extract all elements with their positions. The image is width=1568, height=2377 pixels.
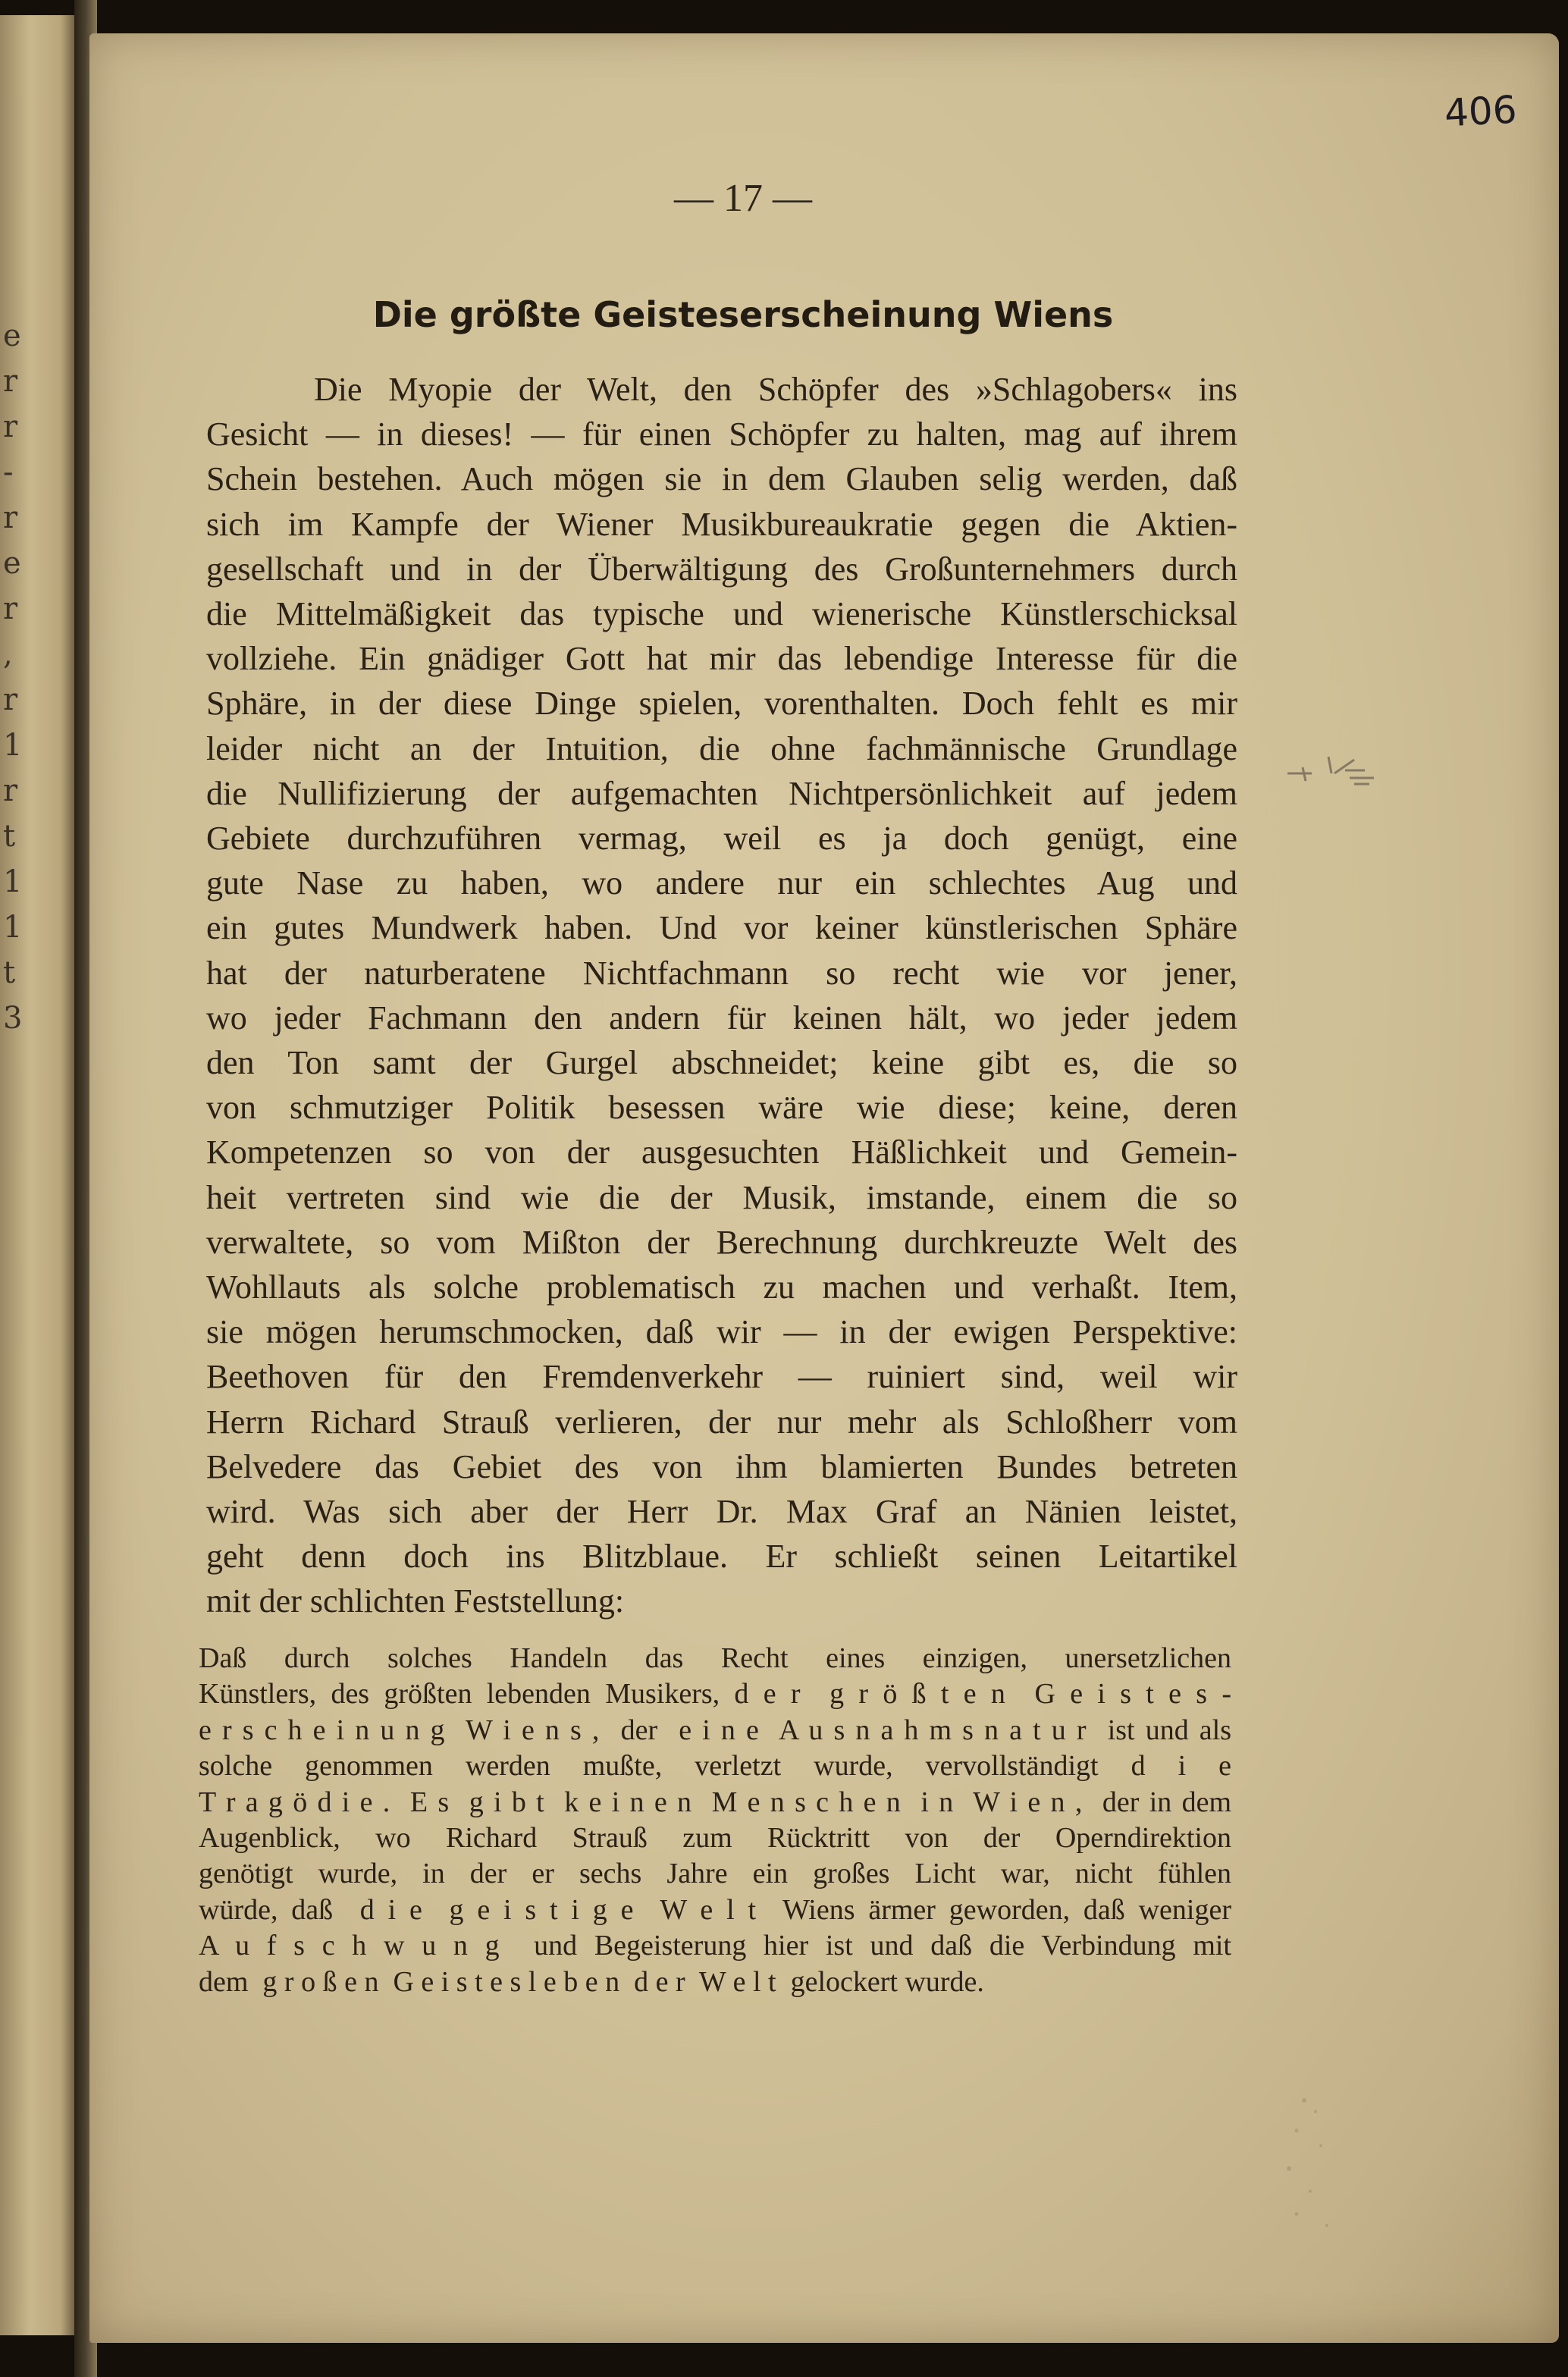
quote-line: Daß durch solches Handeln das Recht eines einzigen, unersetzlichen	[199, 1642, 1231, 1674]
quote-line: genötigt wurde, in der er sechs Jahre ein großes Licht war, nicht fühlen	[199, 1858, 1231, 1890]
archive-handwritten-number: 406	[1443, 87, 1518, 136]
left-page-fragment: ,	[3, 637, 13, 672]
left-page-fragment: 1	[3, 728, 23, 763]
body-line: ein gutes Mundwerk haben. Und vor keiner künstlerischen Sphäre	[206, 909, 1237, 947]
body-line: mit der schlichten Feststellung:	[206, 1582, 625, 1620]
quote-line: würde, daß d i e g e i s t i g e W e l t Wiens ärmer geworden, daß weniger	[199, 1893, 1231, 1926]
body-line: verwaltete, so vom Mißton der Berechnung durchkreuzte Welt des	[206, 1223, 1237, 1261]
left-page-fragment: 1	[3, 910, 23, 945]
quote-line: solche genommen werden mußte, verletzt wurde, vervollständigt d i e	[199, 1750, 1231, 1783]
quote-line: dem g r o ß e n G e i s t e s l e b e n d e r W e l t gelockert wurde.	[199, 1965, 984, 1998]
left-page-fragment: e	[3, 318, 21, 353]
left-page-fragment: t	[3, 819, 16, 854]
body-line: Schein bestehen. Auch mögen sie in dem Glauben selig werden, daß	[206, 460, 1237, 498]
body-line: Beethoven für den Fremdenverkehr — ruiniert sind, weil wir	[206, 1358, 1237, 1396]
body-line: sie mögen herumschmocken, daß wir — in der ewigen Perspektive:	[206, 1313, 1237, 1351]
body-line: Wohllauts als solche problematisch zu machen und verhaßt. Item,	[206, 1268, 1237, 1306]
quote-line: T r a g ö d i e . E s g i b t k e i n e n M e n s c h e n i n W i e n , der in dem	[199, 1786, 1231, 1818]
left-page-fragment: e	[3, 546, 21, 581]
quoted-passage	[199, 1641, 1231, 2000]
body-line: den Ton samt der Gurgel abschneidet; keine gibt es, die so	[206, 1044, 1237, 1082]
body-line: vollziehe. Ein gnädiger Gott hat mir das lebendige Interesse für die	[206, 640, 1237, 678]
margin-pencil-mark-icon	[1281, 751, 1380, 796]
left-page-fragment: 1	[3, 864, 23, 899]
left-page-fragment: -	[3, 455, 14, 490]
body-line: sich im Kampfe der Wiener Musikbureaukratie gegen die Aktien-	[206, 505, 1237, 543]
left-page-fragment: r	[3, 591, 18, 626]
body-line: wo jeder Fachmann den andern für keinen hält, wo jeder jedem	[206, 999, 1237, 1036]
body-line: Sphäre, in der diese Dinge spielen, vorenthalten. Doch fehlt es mir	[206, 685, 1237, 723]
left-page-fragment: 3	[3, 1001, 23, 1036]
quote-line: e r s c h e i n u n g W i e n s , der e i n e A u s n a h m s n a t u r ist und als	[199, 1714, 1231, 1746]
body-line: Gebiete durchzuführen vermag, weil es ja doch genügt, eine	[206, 820, 1237, 858]
quote-line: Künstlers, des größten lebenden Musikers, d e r g r ö ß t e n G e i s t e s -	[199, 1678, 1231, 1711]
body-line: leider nicht an der Intuition, die ohne fachmännische Grundlage	[206, 729, 1237, 767]
body-line: die Mittelmäßigkeit das typische und wienerische Künstlerschicksal	[206, 595, 1237, 633]
left-page-fragment: r	[3, 364, 18, 399]
body-line: Belvedere das Gebiet des von ihm blamierten Bundes betreten	[206, 1447, 1237, 1485]
body-line: Kompetenzen so von der ausgesuchten Häßlichkeit und Gemein-	[206, 1134, 1237, 1171]
body-text	[206, 367, 1237, 1624]
body-line: gesellschaft und in der Überwältigung des Großunternehmers durch	[206, 550, 1237, 588]
left-page-text-fragments	[0, 15, 76, 2335]
body-line: Gesicht — in dieses! — für einen Schöpfer zu halten, mag auf ihrem	[206, 416, 1237, 453]
left-page-fragment: r	[3, 773, 18, 808]
page-number: — 17 —	[674, 177, 812, 220]
body-line: von schmutziger Politik besessen wäre wie diese; keine, deren	[206, 1089, 1237, 1127]
quote-line: Augenblick, wo Richard Strauß zum Rücktritt von der Operndirektion	[199, 1822, 1231, 1855]
left-page-fragment: t	[3, 955, 16, 990]
left-page-fragment: r	[3, 409, 18, 444]
body-line: Die Myopie der Welt, den Schöpfer des »Schlagobers« ins	[314, 371, 1237, 408]
left-page-fragment: r	[3, 682, 18, 717]
page-stain	[1274, 2085, 1365, 2237]
quote-line: A u f s c h w u n g und Begeisterung hier ist und daß die Verbindung mit	[199, 1930, 1231, 1962]
left-page-fragment: r	[3, 500, 18, 535]
body-line: wird. Was sich aber der Herr Dr. Max Graf an Nänien leistet,	[206, 1493, 1237, 1531]
body-line: gute Nase zu haben, wo andere nur ein schlechtes Aug und	[206, 864, 1237, 902]
body-line: heit vertreten sind wie die der Musik, imstande, einem die so	[206, 1178, 1237, 1216]
body-line: hat der naturberatene Nichtfachmann so recht wie vor jener,	[206, 954, 1237, 992]
body-line: Herrn Richard Strauß verlieren, der nur mehr als Schloßherr vom	[206, 1403, 1237, 1441]
body-line: die Nullifizierung der aufgemachten Nichtpersönlichkeit auf jedem	[206, 774, 1237, 812]
chapter-heading: Die größte Geisteserscheinung Wiens	[372, 294, 1114, 335]
body-line: geht denn doch ins Blitzblaue. Er schließt seinen Leitartikel	[206, 1538, 1237, 1576]
left-page-edge	[0, 15, 76, 2335]
